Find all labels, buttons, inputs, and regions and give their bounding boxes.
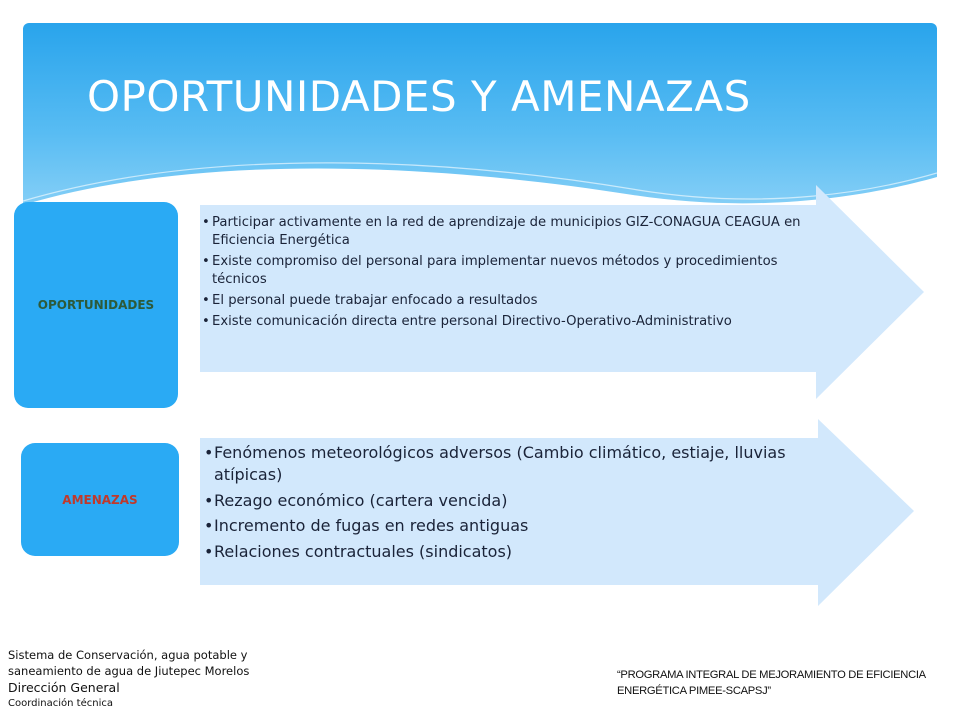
amenazas-label: AMENAZAS (62, 492, 138, 507)
oportunidad-item: • El personal puede trabajar enfocado a resultados (202, 292, 832, 310)
oportunidad-item: • Existe comunicación directa entre personal Directivo-Operativo-Administrativo (202, 313, 832, 331)
footer-program: “PROGRAMA INTEGRAL DE MEJORAMIENTO DE EFICIENCIA ENERGÉTICA PIMEE-SCAPSJ” (617, 669, 926, 697)
amenaza-item: • Rezago económico (cartera vencida) (204, 490, 834, 512)
amenaza-item: • Incremento de fugas en redes antiguas (204, 515, 834, 537)
oportunidades-label: OPORTUNIDADES (37, 298, 155, 312)
amenazas-list (204, 442, 834, 566)
slide-title: OPORTUNIDADES Y AMENAZAS (87, 72, 751, 121)
amenaza-item: • Relaciones contractuales (sindicatos) (204, 541, 834, 563)
oportunidades-list (202, 214, 832, 334)
footer-org-line: Sistema de Conservación, agua potable y saneamiento de agua de Jiutepec Morelos (8, 648, 250, 678)
amenaza-item: • Fenómenos meteorológicos adversos (Cambio climático, estiaje, lluvias atípicas) (204, 442, 834, 486)
footer-subdepartment: Coordinación técnica (8, 698, 113, 709)
footer-department: Dirección General (8, 680, 120, 695)
oportunidad-item: • Participar activamente en la red de aprendizaje de municipios GIZ-CONAGUA CEAGUA en Eficiencia Energética (202, 214, 832, 250)
oportunidad-item: • Existe compromiso del personal para implementar nuevos métodos y procedimientos técnicos (202, 253, 832, 289)
oportunidades-label-box (14, 202, 178, 408)
amenazas-label-box (21, 443, 179, 556)
footer-organization (8, 647, 298, 712)
